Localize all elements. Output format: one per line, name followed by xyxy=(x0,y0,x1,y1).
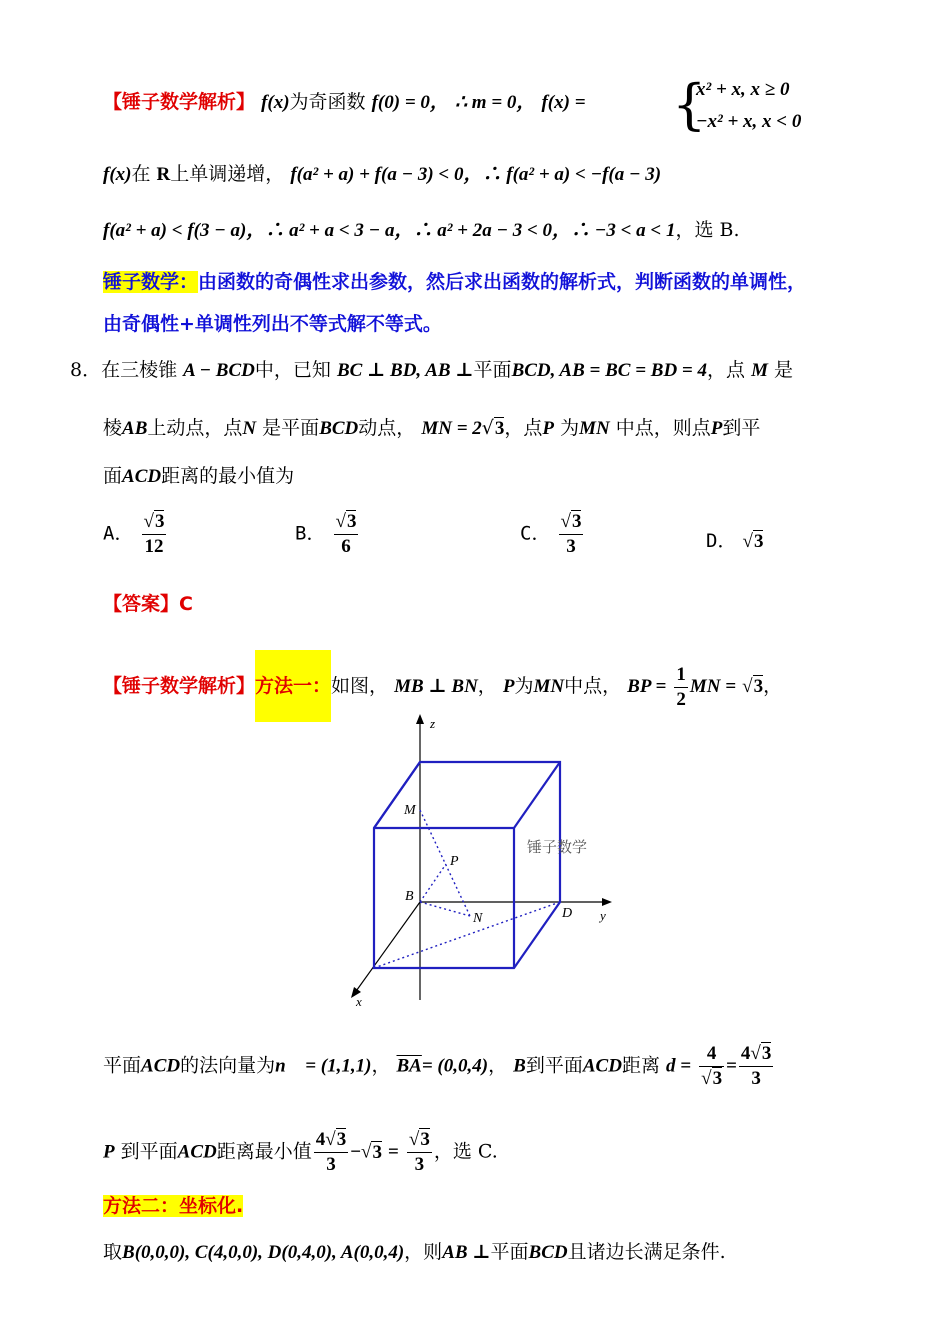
cube-figure xyxy=(340,710,630,1010)
y-axis-arrow xyxy=(602,898,612,906)
option-c[interactable]: C． $\frac{√3}{3}$ xyxy=(520,511,582,557)
answer-line: 【答案】C xyxy=(103,593,193,615)
label-M: M xyxy=(404,803,416,818)
cube-edges xyxy=(374,762,560,968)
p7-solution-line2: f(x)在 R上单调递增， f(a² + a) + f(a − 3) < 0，∴ f(a² + a) < −f(a − 3) xyxy=(103,163,662,185)
option-d[interactable]: D． √3 xyxy=(706,530,764,552)
answer-value: C xyxy=(179,593,193,615)
cube-top-back xyxy=(374,762,420,828)
option-a[interactable]: A． $\frac{√3}{12}$ xyxy=(103,511,165,557)
method1-label: 方法一： xyxy=(255,650,331,722)
label-P: P xyxy=(450,854,459,869)
x-axis xyxy=(354,902,420,994)
watermark-text: 锤子数学 xyxy=(527,838,588,856)
piecewise-case-1: x² + x, x ≥ 0 xyxy=(696,79,790,100)
label-z: z xyxy=(430,716,436,731)
piecewise-brace: { xyxy=(672,73,707,136)
piecewise-case-2: −x² + x, x < 0 xyxy=(696,111,802,132)
method2-line xyxy=(103,1192,243,1220)
tip-label: 锤子数学： xyxy=(103,271,199,293)
method2-label: 方法二：坐标化. xyxy=(103,1195,244,1217)
question-number: 8． xyxy=(70,359,102,381)
label-D: D xyxy=(562,906,573,921)
label-y: y xyxy=(600,908,606,923)
p7-tip-line2: 由奇偶性+单调性列出不等式解不等式。 xyxy=(103,313,442,335)
solution-line1: 【锤子数学解析】方法一：如图， MB ⊥ BN， P为MN中点， BP = $\frac{1}{2}$ MN = √3， xyxy=(103,650,782,722)
solution-line2: 平面ACD的法向量为n⃗ = (1,1,1)， $\overline{BA}= (0,0,4)$， B到平面ACD距离 d = $\frac{4}{√3}$ = $\frac{4√3}{3}$ xyxy=(103,1043,772,1089)
dotted-lines xyxy=(374,810,560,968)
p7-solution-line1: 【锤子数学解析】 f(x)为奇函数 f(0) = 0， ∴ m = 0， f(x) = xyxy=(103,91,586,113)
label-N: N xyxy=(473,911,483,926)
z-axis-arrow xyxy=(416,714,424,724)
solution-line3: P 到平面ACD距离最小值 $\frac{4√3}{3}$ −√3 = $\frac{√3}{3}$ ，选 C. xyxy=(103,1129,498,1175)
q8-line1: 8．在三棱锥 A − BCD中，已知 BC ⊥ BD, AB ⊥平面BCD, AB = BC = BD = 4，点 M 是 xyxy=(70,359,794,381)
analysis-tag: 【锤子数学解析】 xyxy=(103,91,256,113)
label-B: B xyxy=(405,889,414,904)
label-x: x xyxy=(356,994,362,1009)
option-b[interactable]: B． $\frac{√3}{6}$ xyxy=(295,511,357,557)
solution-line4: 取B(0,0,0), C(4,0,0), D(0,4,0), A(0,0,4)，则AB ⊥平面BCD且诸边长满足条件. xyxy=(103,1241,726,1263)
q8-line3: 面ACD距离的最小值为 xyxy=(103,465,295,487)
p7-tip-line1: 锤子数学：由函数的奇偶性求出参数，然后求出函数的解析式，判断函数的单调性， xyxy=(103,271,807,293)
p7-solution-line3: f(a² + a) < f(3 − a)，∴ a² + a < 3 − a，∴ a² + 2a − 3 < 0，∴ −3 < a < 1，选 B. xyxy=(103,219,740,241)
q8-line2: 棱AB上动点，点N 是平面BCD动点， MN = 2√3，点P 为MN 中点，则点P到平 xyxy=(103,417,761,439)
